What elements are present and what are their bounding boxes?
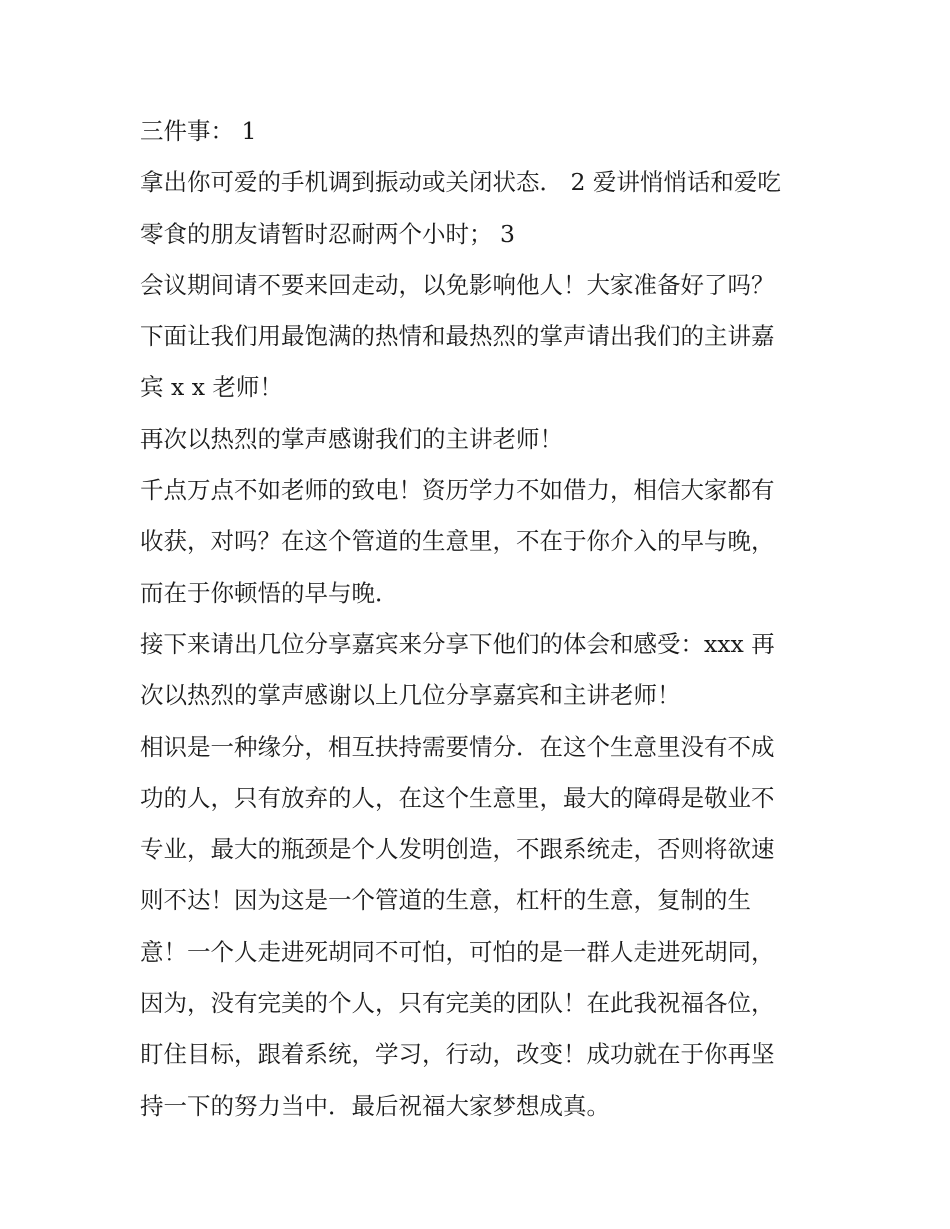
- text-line: 三件事： 1: [140, 117, 257, 145]
- text-line: 下面让我们用最饱满的热情和最热烈的掌声请出我们的主讲嘉: [140, 322, 775, 351]
- text-line: 收获，对吗？在这个管道的生意里，不在于你介入的早与晚，: [140, 527, 775, 556]
- text-line: 持一下的努力当中．最后祝福大家梦想成真。: [140, 1091, 610, 1120]
- body-text: [140, 106, 820, 1132]
- text-line: 意！一个人走进死胡同不可怕，可怕的是一群人走进死胡同，: [140, 937, 775, 966]
- text-line: 千点万点不如老师的致电！资历学力不如借力，相信大家都有: [140, 476, 775, 505]
- text-line: 零食的朋友请暂时忍耐两个小时； 3: [140, 219, 515, 248]
- text-line: 专业，最大的瓶颈是个人发明创造，不跟系统走，否则将欲速: [140, 835, 775, 864]
- text-line: 则不达！因为这是一个管道的生意，杠杆的生意，复制的生: [140, 886, 751, 915]
- text-line: 次以热烈的掌声感谢以上几位分享嘉宾和主讲老师！: [140, 681, 681, 710]
- text-line: 再次以热烈的掌声感谢我们的主讲老师！: [140, 424, 563, 453]
- text-line: 宾 x x 老师！: [140, 373, 283, 402]
- text-line: 接下来请出几位分享嘉宾来分享下他们的体会和感受：xxx 再: [140, 629, 775, 658]
- text-line: 因为，没有完美的个人，只有完美的团队！在此我祝福各位，: [140, 989, 775, 1018]
- text-line: 功的人，只有放弃的人，在这个生意里，最大的障碍是敬业不: [140, 783, 775, 812]
- text-line: 拿出你可爱的手机调到振动或关闭状态． 2 爱讲悄悄话和爱吃: [140, 168, 781, 197]
- text-line: 盯住目标，跟着系统，学习，行动，改变！成功就在于你再坚: [140, 1040, 775, 1069]
- text-line: 相识是一种缘分，相互扶持需要情分．在这个生意里没有不成: [140, 732, 775, 761]
- text-line: 而在于你顿悟的早与晚．: [140, 578, 399, 607]
- text-line: 会议期间请不要来回走动，以免影响他人！大家准备好了吗？: [140, 270, 775, 299]
